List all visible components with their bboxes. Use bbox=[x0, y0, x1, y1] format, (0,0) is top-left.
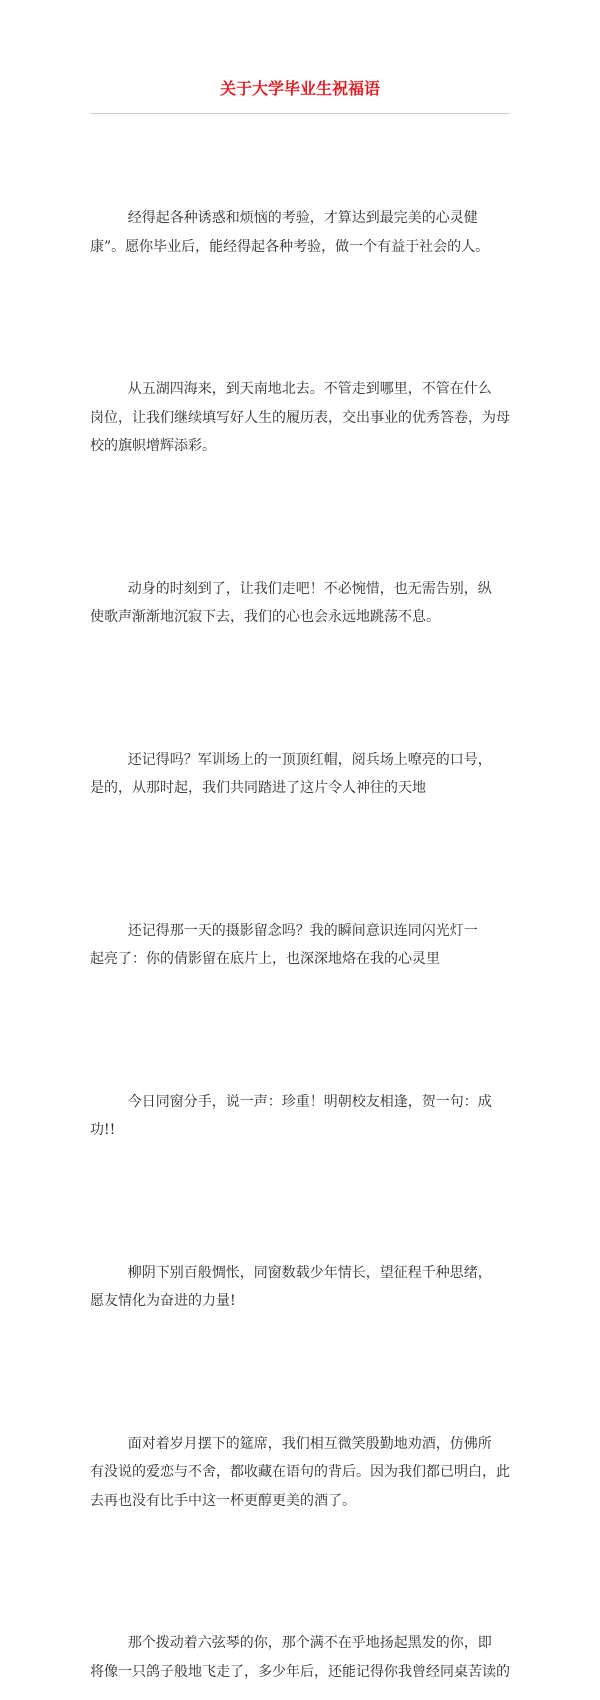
paragraph bbox=[90, 1572, 520, 1700]
text-line: 经得起各种诱惑和烦恼的考验，才算达到最完美的心灵健 bbox=[127, 210, 478, 226]
text-line: 愿友情化为奋进的力量! bbox=[90, 1293, 236, 1309]
text-line: 康”。愿你毕业后，能经得起各种考验，做一个有益于社会的人。 bbox=[90, 238, 490, 255]
paragraph bbox=[90, 318, 520, 518]
paragraph bbox=[90, 1202, 520, 1373]
text-line: 还记得吗？军训场上的一顶顶红帽，阅兵场上嘹亮的口号， bbox=[127, 751, 492, 768]
page-title: 关于大学毕业生祝福语 bbox=[219, 79, 380, 98]
paragraph bbox=[90, 1031, 520, 1202]
text-line: 面对着岁月摆下的筵席，我们相互微笑殷勤地劝酒，仿佛所 bbox=[127, 1435, 492, 1452]
text-line: 岗位，让我们继续填写好人生的履历表，交出事业的优秀答卷，为母 bbox=[90, 409, 510, 426]
title-divider bbox=[90, 113, 510, 114]
text-line: 功!! bbox=[90, 1122, 116, 1138]
text-line: 起亮了：你的倩影留在底片上，也深深地烙在我的心灵里 bbox=[90, 951, 440, 967]
paragraph bbox=[90, 689, 520, 860]
paragraph bbox=[90, 860, 520, 1031]
text-line: 校的旗帜增辉添彩。 bbox=[90, 438, 216, 454]
text-line: 有没说的爱恋与不舍，都收藏在语句的背后。因为我们都已明白，此 bbox=[90, 1464, 510, 1480]
paragraph bbox=[90, 1373, 520, 1573]
text-line: 将像一只鸽子般地飞走了，多少年后，还能记得你我曾经同桌苦读的 bbox=[90, 1663, 510, 1680]
paragraph bbox=[90, 147, 520, 318]
text-line: 今日同窗分手，说一声：珍重！明朝校友相逢，贺一句：成 bbox=[127, 1093, 492, 1110]
text-line: 那个拨动着六弦琴的你，那个满不在乎地扬起黑发的你，即 bbox=[127, 1635, 492, 1651]
text-line: 去再也没有比手中这一杯更醇更美的酒了。 bbox=[90, 1492, 356, 1509]
text-line: 是的，从那时起，我们共同踏进了这片令人神往的天地 bbox=[90, 780, 426, 796]
text-line: 柳阴下别百般惆怅，同窗数载少年情长，望征程千种思绪， bbox=[127, 1264, 492, 1281]
text-line: 还记得那一天的摄影留念吗？我的瞬间意识连同闪光灯一 bbox=[127, 922, 478, 939]
text-line: 动身的时刻到了，让我们走吧！不必惋惜，也无需告别，纵 bbox=[127, 580, 492, 597]
paragraph bbox=[90, 518, 520, 689]
text-line: 从五湖四海来，到天南地北去。不管走到哪里，不管在什么 bbox=[127, 381, 492, 397]
text-line: 使歌声渐渐地沉寂下去，我们的心也会永远地跳荡不息。 bbox=[90, 609, 440, 625]
document-body bbox=[90, 147, 520, 1700]
